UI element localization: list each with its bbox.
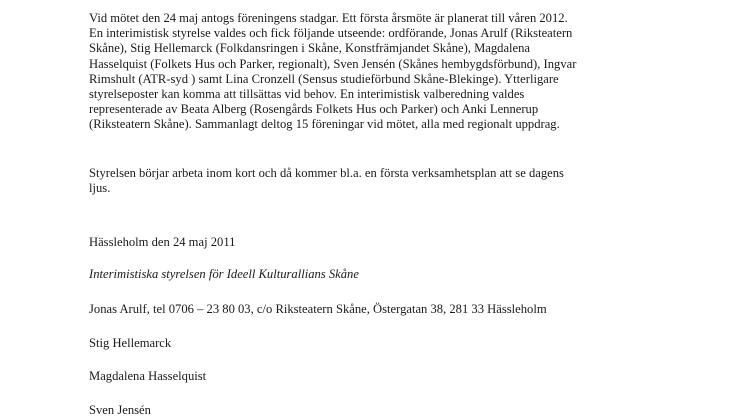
text-line: ljus. [89,181,111,196]
text-line: representerade av Beata Alberg (Rosengårds Folkets Hus och Parker) och Anki Lennerup [89,102,539,117]
signatory-name: Stig Hellemarck [89,336,172,350]
text-line: Skåne), Stig Hellemarck (Folkdansringen i Skåne, Konstfrämjandet Skåne), Magdalena [89,41,531,56]
place-date: Hässleholm den 24 maj 2011 [89,235,236,249]
text-line: styrelseposter kan komma att tillsättas vid behov. En interimistisk valberedning valdes [89,87,525,102]
text-line: En interimistisk styrelse valdes och fick följande utseende: ordförande, Jonas Arulf (Riksteatern [89,26,573,41]
contact-line: Jonas Arulf, tel 0706 – 23 80 03, c/o Riksteatern Skåne, Östergatan 38, 281 33 Hässleholm [89,302,547,316]
text-line: (Riksteatern Skåne). Sammanlagt deltog 15 föreningar vid mötet, alla med regionalt uppdrag. [89,117,560,132]
paragraph-meeting-summary [89,11,576,133]
text-line: Vid mötet den 24 maj antogs föreningens stadgar. Ett första årsmöte är planerat till våren 2012. [89,11,568,25]
paragraph-board-work [89,166,564,196]
text-line: Rimshult (ATR-syd ) samt Lina Cronzell (Sensus studieförbund Skåne-Blekinge). Ytterligare [89,71,559,86]
signatory-name: Magdalena Hasselquist [89,369,207,383]
signatory-name: Sven Jensén [89,403,151,417]
text-line: Hasselquist (Folkets Hus och Parker, regionalt), Sven Jensén (Skånes hembygdsförbund), Ingvar [89,56,577,71]
text-line: Styrelsen börjar arbeta inom kort och då kommer bl.a. en första verksamhetsplan att se dagens [89,166,564,180]
signature-title: Interimistiska styrelsen för Ideell Kulturallians Skåne [89,267,359,281]
